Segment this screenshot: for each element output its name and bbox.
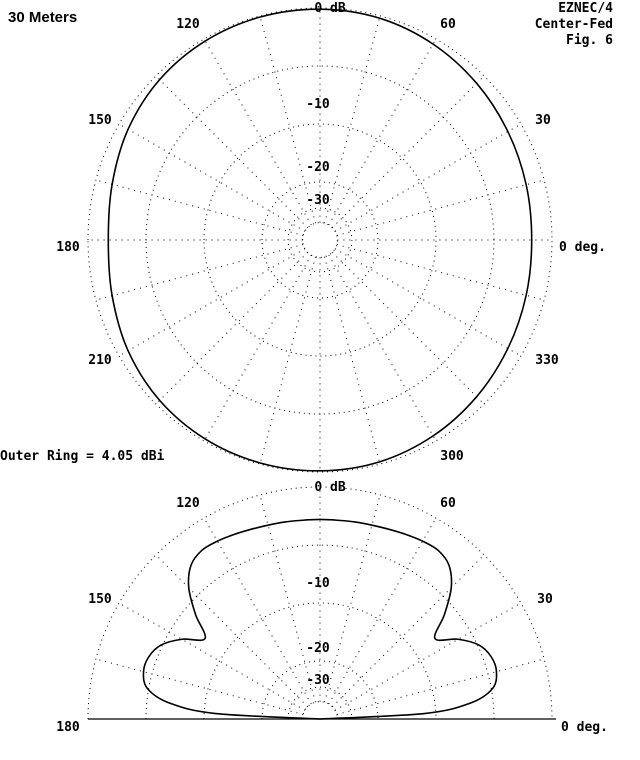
azimuth-ring-label-minus20: -20 — [306, 160, 330, 175]
azimuth-angle-label-300: 300 — [440, 449, 464, 464]
azimuth-grid — [88, 8, 552, 472]
grid-ring — [146, 545, 494, 719]
elevation-angle-label-180: 180 — [56, 720, 80, 735]
azimuth-angle-label-210: 210 — [88, 353, 112, 368]
grid-spoke — [335, 249, 521, 356]
azimuth-angle-label-150: 150 — [88, 113, 112, 128]
grid-spoke — [260, 257, 316, 464]
elevation-ring-label-minus30: -30 — [306, 673, 330, 688]
grid-spoke — [329, 255, 436, 441]
azimuth-plot — [0, 1, 606, 472]
grid-spoke — [96, 245, 303, 301]
grid-ring — [262, 661, 378, 719]
grid-spoke — [119, 124, 305, 231]
grid-ring — [204, 124, 436, 356]
grid-spoke — [260, 495, 316, 702]
azimuth-angle-label-330: 330 — [535, 353, 559, 368]
program-name: EZNEC/4 — [558, 1, 613, 16]
elevation-ring-label-0db: 0 dB — [314, 480, 346, 495]
azimuth-ring-label-minus30: -30 — [306, 193, 330, 208]
grid-spoke — [156, 76, 308, 228]
elevation-ring-label-minus20: -20 — [306, 641, 330, 656]
grid-ring — [146, 66, 494, 414]
grid-spoke — [156, 252, 308, 404]
figure-number: Fig. 6 — [566, 33, 613, 48]
azimuth-ring-label-minus10: -10 — [306, 97, 330, 112]
grid-ring — [303, 223, 338, 258]
azimuth-angle-label-180: 180 — [56, 240, 80, 255]
grid-spoke — [335, 124, 521, 231]
azimuth-angle-label-0deg: 0 deg. — [559, 240, 606, 255]
elevation-angle-label-0deg: 0 deg. — [561, 720, 608, 735]
grid-spoke — [119, 249, 305, 356]
grid-spoke — [96, 180, 303, 236]
antenna-subtitle: Center-Fed — [534, 17, 613, 32]
outer-ring-note: Outer Ring = 4.05 dBi — [0, 449, 165, 464]
grid-spoke — [204, 518, 311, 704]
grid-spoke — [329, 518, 436, 704]
azimuth-angle-label-60: 60 — [440, 17, 456, 32]
elevation-ring-label-minus10: -10 — [306, 576, 330, 591]
grid-spoke — [335, 603, 521, 710]
elevation-angle-label-120: 120 — [176, 496, 200, 511]
grid-ring — [288, 687, 352, 719]
grid-spoke — [204, 39, 311, 225]
azimuth-angle-label-30: 30 — [535, 113, 551, 128]
grid-spoke — [119, 603, 305, 710]
grid-spoke — [156, 555, 308, 707]
grid-spoke — [329, 39, 436, 225]
azimuth-ring-label-0db: 0 dB — [314, 1, 346, 16]
grid-spoke — [337, 245, 544, 301]
elevation-plot — [56, 480, 608, 735]
grid-ring — [303, 702, 338, 719]
grid-spoke — [332, 252, 484, 404]
elevation-angle-label-60: 60 — [440, 496, 456, 511]
chart-title: 30 Meters — [8, 9, 78, 26]
elevation-angle-label-30: 30 — [537, 592, 553, 607]
grid-spoke — [332, 555, 484, 707]
grid-spoke — [96, 659, 303, 715]
grid-spoke — [325, 257, 381, 464]
grid-spoke — [332, 76, 484, 228]
azimuth-angle-label-120: 120 — [176, 17, 200, 32]
elevation-angle-label-150: 150 — [88, 592, 112, 607]
grid-spoke — [337, 180, 544, 236]
grid-spoke — [337, 659, 544, 715]
grid-spoke — [204, 255, 311, 441]
